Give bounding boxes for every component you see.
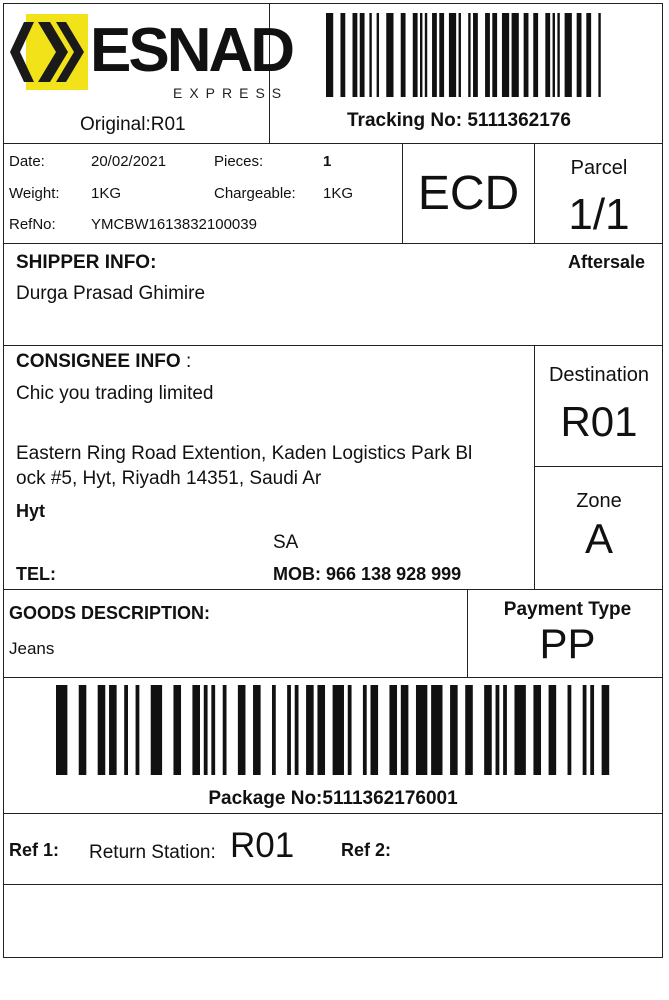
tracking-barcode-bar (586, 13, 591, 97)
original-station (80, 115, 186, 134)
package-barcode-bar (514, 685, 525, 775)
tracking-barcode-bar (459, 13, 461, 97)
tracking-barcode-bar (340, 13, 345, 97)
tracking-barcode-bar (565, 13, 572, 97)
destination-value: R01 (560, 398, 638, 445)
return-station-label: Return Station: (89, 842, 216, 863)
consignee-title: CONSIGNEE INFO (16, 351, 181, 372)
tracking-barcode-bar (360, 13, 365, 97)
package-barcode-bar (348, 685, 352, 775)
package-barcode-bar (533, 685, 541, 775)
consignee-address-line2: ock #5, Hyt, Riyadh 14351, Saudi Ar (16, 468, 322, 489)
service-code: ECD (417, 167, 520, 220)
divider-goods (3, 677, 663, 678)
mobile-number (273, 565, 461, 583)
tracking-barcode-bar (353, 13, 358, 97)
shipper-title: SHIPPER INFO: (16, 252, 157, 273)
parcel-count: 1/1 (568, 190, 630, 239)
package-barcode-bar (56, 685, 67, 775)
consignee-name: Chic you trading limited (16, 383, 214, 404)
package-barcode-bar (568, 685, 572, 775)
divider-package (3, 813, 663, 814)
tracking-barcode-bar (553, 13, 555, 97)
tracking-barcode-bar (512, 13, 519, 97)
tracking-barcode-bar (485, 13, 490, 97)
parcel-label: Parcel (570, 157, 628, 179)
consignee-city: Hyt (16, 501, 46, 521)
logo-brand: ESNAD (90, 16, 293, 85)
tracking-barcode (326, 13, 608, 97)
package-barcode-bar (484, 685, 492, 775)
package-barcode-bar (306, 685, 314, 775)
shipper-name: Durga Prasad Ghimire (16, 283, 206, 304)
destination-label: Destination (548, 364, 650, 386)
tracking-value: 5111362176 (467, 110, 571, 131)
tracking-barcode-bar (401, 13, 406, 97)
original-label: Original: (80, 114, 151, 135)
tracking-barcode-bar (557, 13, 559, 97)
mob-value: 966 138 928 999 (326, 564, 462, 584)
package-barcode-bar (287, 685, 291, 775)
date-value: 20/02/2021 (91, 153, 167, 170)
package-barcode-bar (204, 685, 208, 775)
ref-value: YMCBW1613832100039 (91, 216, 257, 233)
package-barcode-bar (590, 685, 594, 775)
logo-subtitle: EXPRESS (173, 85, 289, 101)
tracking-barcode-bar (577, 13, 582, 97)
tracking-barcode-bar (473, 13, 478, 97)
tracking-barcode-bar (449, 13, 456, 97)
tel-label: TEL: (16, 564, 56, 584)
package-barcode-bar (602, 685, 610, 775)
esnad-logo (10, 12, 293, 107)
package-barcode-bar (109, 685, 117, 775)
original-value: R01 (150, 114, 186, 135)
package-value: 5111362176001 (322, 788, 458, 809)
shipper-tag: Aftersale (568, 252, 646, 272)
tracking-barcode-bar (377, 13, 379, 97)
ref2-label: Ref 2: (341, 840, 392, 860)
tracking-barcode-bar (502, 13, 509, 97)
package-barcode-bar (465, 685, 473, 775)
tracking-barcode-bar (524, 13, 529, 97)
package-barcode-bar (98, 685, 106, 775)
package-barcode-bar (173, 685, 181, 775)
divider-destination-zone (534, 466, 663, 467)
package-barcode-bar (238, 685, 246, 775)
zone-value: A (584, 515, 613, 562)
goods-title: GOODS DESCRIPTION: (9, 603, 211, 623)
package-barcode-bar (317, 685, 325, 775)
ref-label: RefNo: (9, 216, 56, 233)
tracking-barcode-bar (545, 13, 550, 97)
goods-value: Jeans (9, 639, 55, 658)
consignee-address-line1: Eastern Ring Road Extention, Kaden Logistics Park Bl (16, 443, 473, 464)
chargeable-value: 1KG (323, 185, 354, 202)
package-barcode-bar (333, 685, 344, 775)
package-barcode-bar (416, 685, 427, 775)
divider-refs (3, 884, 663, 885)
return-station-value: R01 (230, 826, 295, 865)
weight-value: 1KG (91, 185, 122, 202)
package-barcode-bar (124, 685, 128, 775)
divider-shipper (3, 345, 663, 346)
tracking-barcode-bar (468, 13, 470, 97)
weight-label: Weight: (9, 185, 60, 202)
package-barcode-bar (136, 685, 140, 775)
tracking-label: Tracking No: (347, 110, 463, 131)
tracking-barcode-bar (439, 13, 444, 97)
package-barcode-bar (363, 685, 367, 775)
package-barcode-bar (496, 685, 500, 775)
package-barcode-bar (253, 685, 261, 775)
package-barcode-bar (549, 685, 557, 775)
divider-info (3, 243, 663, 244)
package-barcode-bar (295, 685, 299, 775)
tracking-barcode-bar (420, 13, 422, 97)
chargeable-label: Chargeable: (214, 185, 296, 202)
pieces-label: Pieces: (214, 153, 264, 170)
package-number (3, 789, 663, 808)
tracking-barcode-bar (492, 13, 497, 97)
payment-value: PP (539, 620, 596, 667)
esnad-chevron-icon (10, 12, 90, 92)
package-barcode-bar (389, 685, 397, 775)
package-barcode-bar (211, 685, 215, 775)
package-barcode-bar (450, 685, 458, 775)
divider-consignee (3, 589, 663, 590)
consignee-title-row (16, 352, 191, 371)
zone-label: Zone (576, 490, 622, 512)
package-barcode-bar (583, 685, 587, 775)
divider-header (3, 143, 663, 144)
package-barcode (56, 685, 613, 775)
package-barcode-bar (401, 685, 409, 775)
tracking-barcode-bar (598, 13, 600, 97)
package-barcode-bar (272, 685, 276, 775)
consignee-colon: : (185, 351, 192, 372)
tracking-barcode-bar (432, 13, 437, 97)
package-barcode-bar (371, 685, 379, 775)
package-barcode-bar (192, 685, 200, 775)
tracking-number (347, 111, 571, 130)
mob-label: MOB: (273, 564, 321, 584)
package-barcode-bar (151, 685, 162, 775)
tracking-barcode-bar (413, 13, 418, 97)
date-label: Date: (9, 153, 45, 170)
package-barcode-bar (223, 685, 227, 775)
consignee-country: SA (273, 532, 299, 553)
payment-label: Payment Type (503, 599, 632, 620)
package-barcode-bar (79, 685, 87, 775)
tracking-barcode-bar (533, 13, 538, 97)
tracking-barcode-bar (369, 13, 371, 97)
tracking-barcode-bar (326, 13, 333, 97)
package-barcode-bar (503, 685, 507, 775)
package-barcode-bar (431, 685, 442, 775)
tracking-barcode-bar (425, 13, 427, 97)
ref1-label: Ref 1: (9, 840, 60, 860)
pieces-value: 1 (323, 153, 332, 170)
package-label: Package No: (208, 788, 323, 809)
tracking-barcode-bar (386, 13, 393, 97)
